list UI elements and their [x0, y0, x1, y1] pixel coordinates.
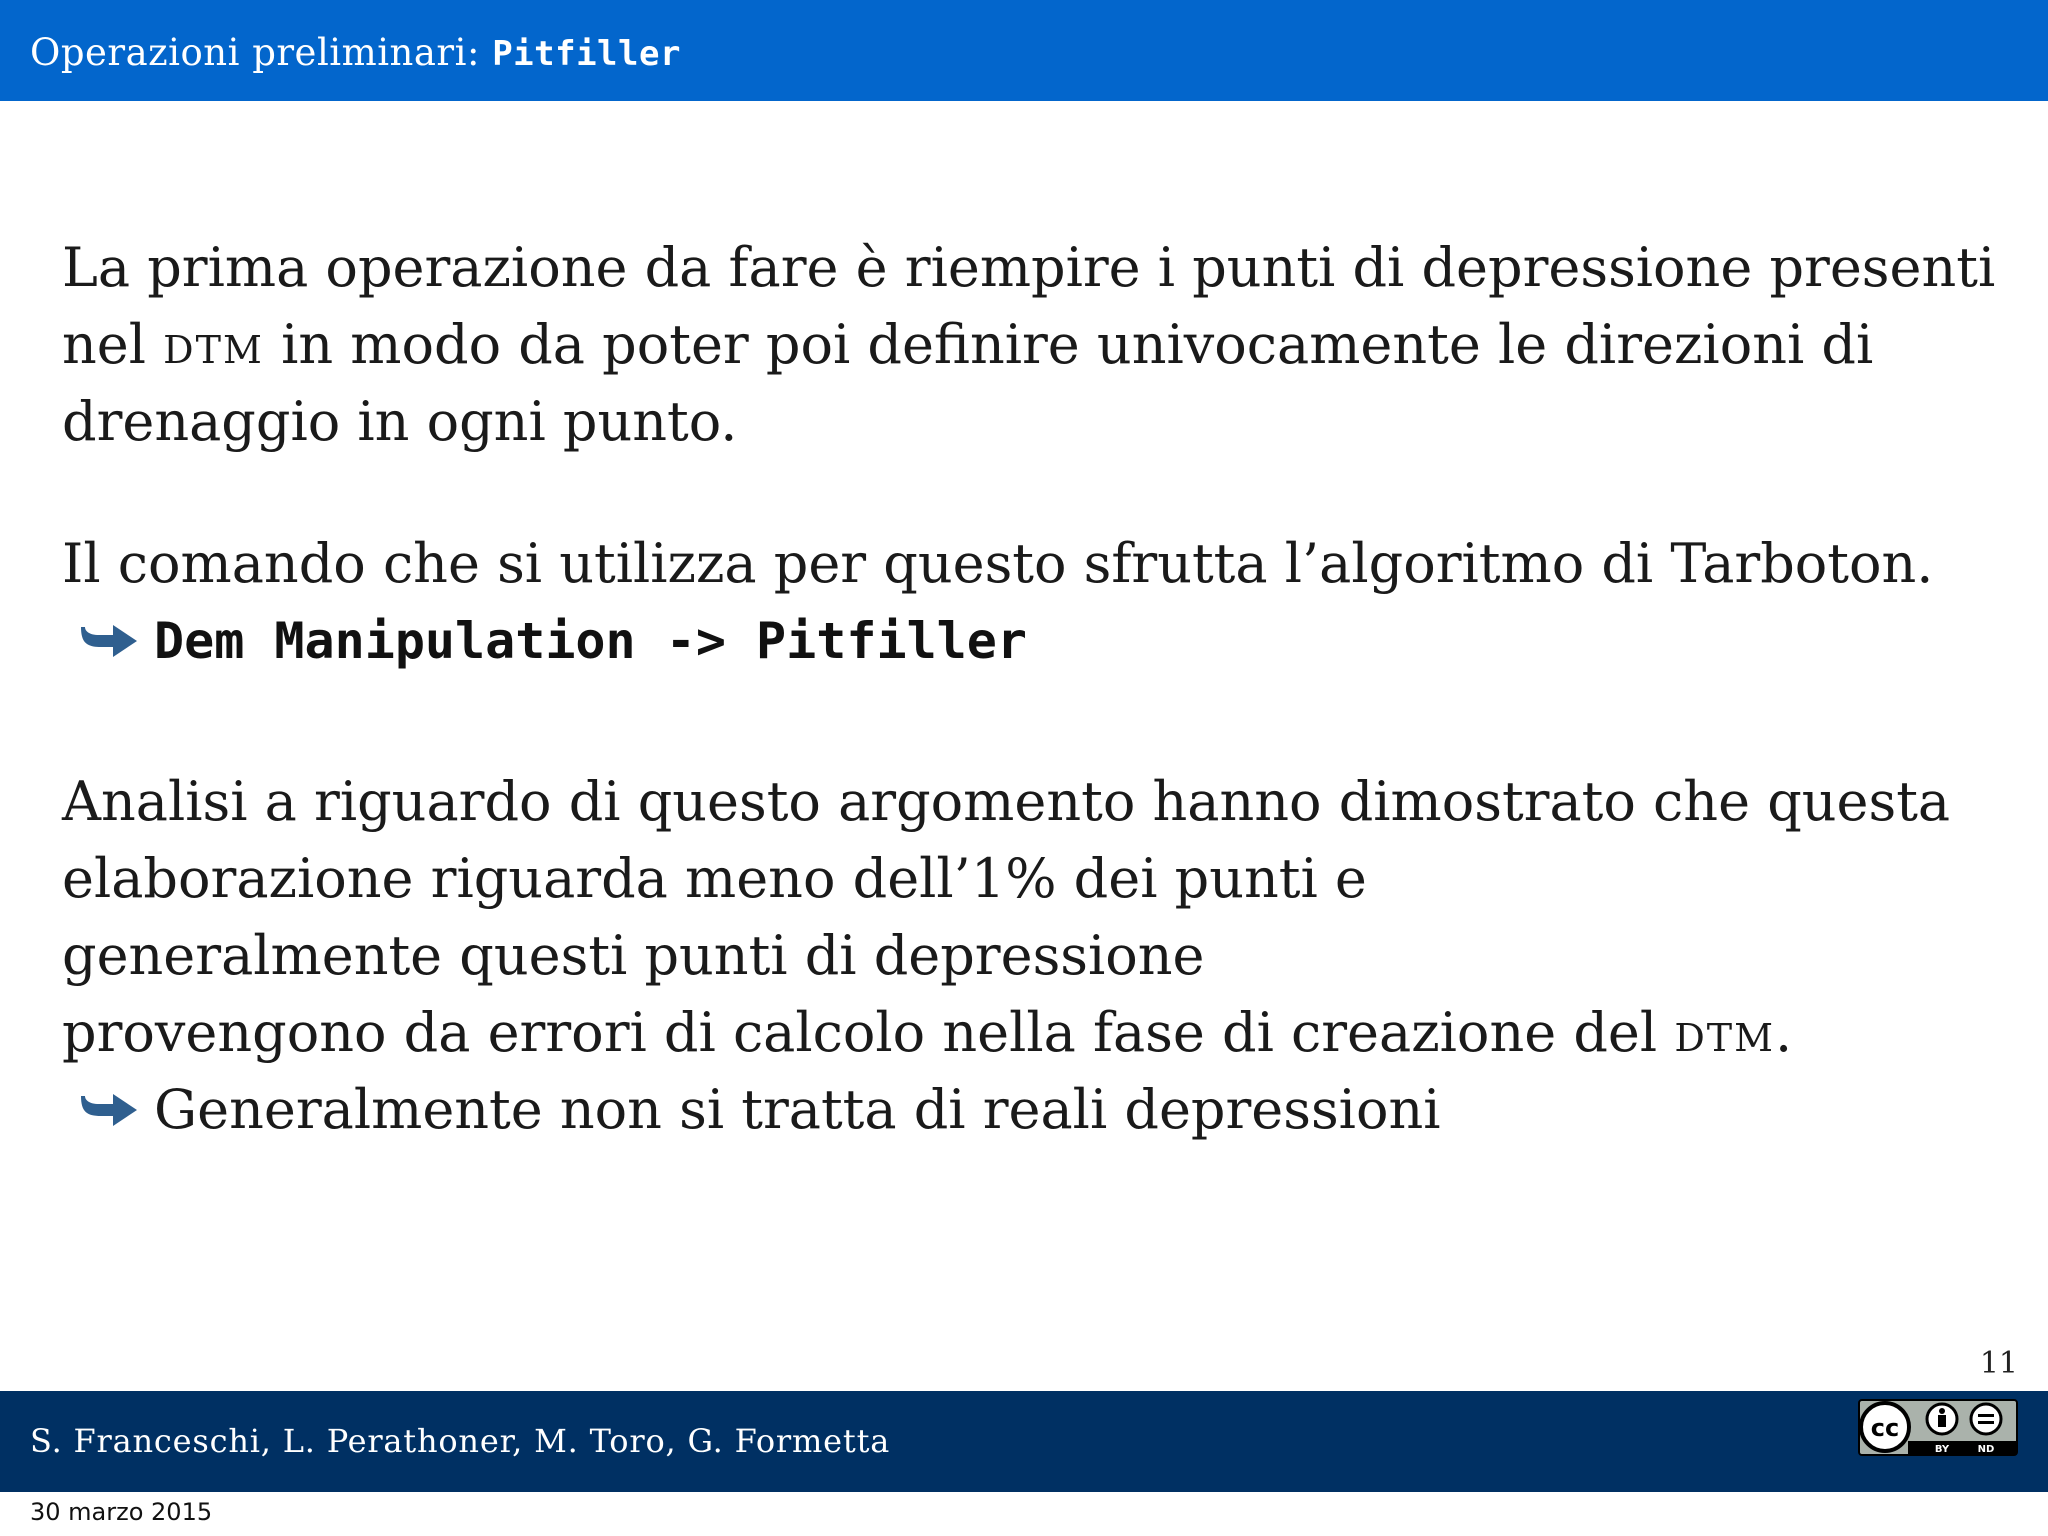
slide-footer: [0, 1391, 2048, 1492]
footer-authors: S. Franceschi, L. Perathoner, M. Toro, G. Formetta: [30, 1422, 891, 1460]
cc-by-nd-icon: [1858, 1399, 2018, 1456]
slide-title-prefix: Operazioni preliminari:: [30, 31, 493, 74]
paragraph-intro-line-2: [62, 306, 1873, 383]
cc-nd-label: ND: [1977, 1444, 1995, 1455]
conclusion-text: Generalmente non si tratta di reali depressioni: [154, 1078, 1441, 1141]
paragraph-command-line-1: Il comando che si utilizza per questo sfrutta l’algoritmo di Tarboton.: [62, 532, 1934, 595]
cc-by-label: BY: [1934, 1444, 1950, 1455]
paragraph-analysis-line-3: generalmente questi punti di depressione: [62, 924, 1205, 987]
paragraph-intro-line-3: drenaggio in ogni punto.: [62, 390, 738, 453]
paragraph-analysis-line-4: [62, 994, 1792, 1071]
slide-title: [30, 30, 681, 77]
paragraph-analysis-line-1: Analisi a riguardo di questo argomento hanno dimostrato che questa: [62, 770, 1951, 833]
hook-arrow-icon: [77, 1090, 139, 1130]
text-segment: in modo da poter poi definire univocamente le direzioni di: [263, 313, 1874, 376]
text-segment: nel: [62, 313, 164, 376]
acronym-dtm: dtm: [163, 313, 264, 376]
conclusion-bullet: [77, 1071, 1441, 1148]
text-segment: .: [1775, 1001, 1793, 1064]
page-number: 11: [1979, 1346, 2018, 1381]
hook-arrow-icon: [77, 621, 139, 661]
text-segment: provengono da errori di calcolo nella fase di creazione del: [62, 1001, 1675, 1064]
command-bullet: [77, 602, 1027, 679]
paragraph-analysis-line-2: elaborazione riguarda meno dell’1% dei punti e: [62, 847, 1367, 910]
paragraph-intro-line-1: La prima operazione da fare è riempire i punti di depressione presenti: [62, 236, 1996, 299]
acronym-dtm: dtm: [1674, 1001, 1776, 1064]
svg-text:cc: cc: [1870, 1414, 1900, 1442]
slide-header: [0, 0, 2048, 101]
slide-title-code: Pitfiller: [492, 34, 681, 74]
slide-date: 30 marzo 2015: [30, 1498, 213, 1526]
command-path: Dem Manipulation -> Pitfiller: [154, 611, 1027, 670]
